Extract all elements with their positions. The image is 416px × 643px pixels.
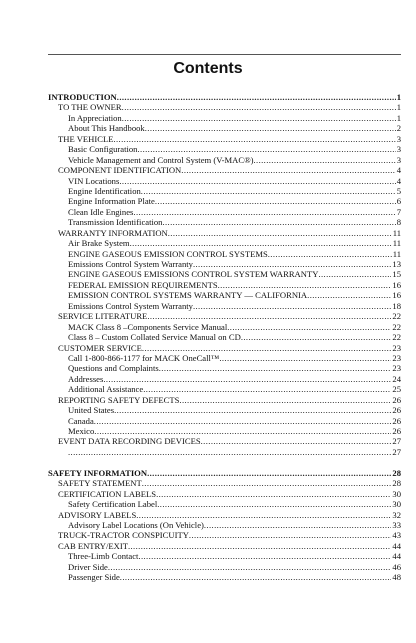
toc-entry-page-number: 1	[396, 112, 401, 123]
dot-leader	[156, 489, 391, 499]
dot-leader	[147, 311, 391, 321]
toc-entry[interactable]	[48, 562, 401, 572]
toc-entry[interactable]	[48, 510, 401, 520]
toc-entry[interactable]	[48, 332, 401, 342]
dot-leader	[138, 551, 391, 561]
toc-entry-label: Emissions Control System Warranty	[68, 300, 193, 311]
toc-entry[interactable]	[48, 478, 401, 488]
toc-entry[interactable]	[48, 92, 401, 102]
toc-entry-label: CAB ENTRY/EXIT	[58, 540, 128, 551]
dot-leader	[201, 436, 392, 446]
toc-entry-page-number: 43	[392, 530, 401, 541]
toc-entry[interactable]	[48, 384, 401, 394]
toc-entry-label: TRUCK-TRACTOR CONSPICUITY	[58, 530, 189, 541]
toc-entry-label: Passenger Side	[68, 572, 120, 583]
toc-entry[interactable]	[48, 176, 401, 186]
dot-leader	[119, 176, 395, 186]
toc-entry-label: CUSTOMER SERVICE	[58, 342, 142, 353]
toc-entry-page-number: 4	[396, 175, 401, 186]
toc-entry-label: TO THE OWNER	[58, 102, 122, 113]
toc-entry[interactable]	[48, 551, 401, 561]
dot-leader	[168, 228, 392, 238]
toc-entry-page-number: 11	[392, 227, 401, 238]
toc-entry[interactable]	[48, 280, 401, 290]
dot-leader	[94, 426, 391, 436]
dot-leader	[133, 207, 395, 217]
toc-entry-label: Vehicle Management and Control System (V-MAC®)	[68, 154, 254, 165]
toc-entry-page-number: 22	[392, 311, 401, 322]
toc-entry-page-number: 11	[392, 248, 401, 259]
dot-leader	[122, 113, 396, 123]
toc-entry-label: ADVISORY LABELS	[58, 509, 137, 520]
toc-entry[interactable]	[48, 363, 401, 373]
toc-entry-page-number: 23	[392, 342, 401, 353]
dot-leader	[145, 123, 396, 133]
toc-entry-page-number: 44	[392, 551, 401, 562]
dot-leader	[253, 155, 395, 165]
toc-entry[interactable]	[48, 374, 401, 384]
toc-entry[interactable]	[48, 447, 401, 457]
toc-entry-label: REPORTING SAFETY DEFECTS	[58, 394, 180, 405]
dot-leader	[103, 374, 391, 384]
dot-leader	[142, 343, 391, 353]
toc-entry[interactable]	[48, 238, 401, 248]
toc-entry-label: Air Brake System	[68, 238, 130, 249]
toc-entry-label: Mexico	[68, 426, 95, 436]
toc-entry[interactable]	[48, 196, 401, 206]
toc-entry-label: Clean Idle Engines	[68, 206, 134, 217]
toc-entry-page-number: 26	[392, 426, 401, 436]
dot-leader	[318, 269, 391, 279]
dot-leader	[204, 520, 392, 530]
toc-entry-page-number: 22	[392, 332, 401, 343]
toc-entry-page-number: 7	[396, 206, 401, 217]
toc-entry-page-number: 27	[392, 436, 401, 447]
toc-entry-page-number: 1	[396, 92, 401, 102]
toc-entry-page-number: 2	[396, 123, 401, 134]
dot-leader	[219, 353, 391, 363]
toc-entry-label: THE VEHICLE	[58, 133, 114, 144]
toc-entry-page-number: 24	[392, 373, 401, 384]
toc-entry[interactable]	[48, 405, 401, 415]
toc-entry-page-number: 32	[392, 509, 401, 520]
toc-entry[interactable]	[48, 416, 401, 426]
toc-entry-label: Class 8 – Custom Collated Service Manual on CD	[68, 332, 241, 343]
toc-entry-page-number: 3	[396, 154, 401, 165]
toc-entry-label: FEDERAL EMISSION REQUIREMENTS	[68, 279, 218, 290]
toc-entry[interactable]	[48, 541, 401, 551]
toc-entry[interactable]	[48, 426, 401, 436]
toc-entry-label: Questions and Complaints	[68, 363, 159, 374]
toc-entry[interactable]	[48, 186, 401, 196]
dot-leader	[307, 290, 391, 300]
toc-entry-page-number: 48	[392, 572, 401, 583]
dot-leader	[68, 447, 391, 457]
toc-entry[interactable]	[48, 572, 401, 582]
toc-entry-label: Advisory Label Locations (On Vehicle)	[68, 519, 204, 530]
toc-entry-page-number: 11	[392, 238, 401, 249]
dot-leader	[94, 416, 392, 426]
toc-entry-page-number: 22	[392, 321, 401, 332]
dot-leader	[193, 259, 391, 269]
toc-entry[interactable]	[48, 343, 401, 353]
toc-entry-label: ENGINE GASEOUS EMISSION CONTROL SYSTEMS	[68, 248, 268, 259]
dot-leader	[218, 280, 392, 290]
dot-leader	[143, 384, 391, 394]
toc-entry-label: In Appreciation	[68, 112, 122, 123]
toc-entry[interactable]	[48, 123, 401, 133]
toc-entry[interactable]	[48, 228, 401, 238]
dot-leader	[142, 478, 392, 488]
dot-leader	[159, 363, 392, 373]
toc-entry-label: INTRODUCTION	[48, 92, 117, 102]
toc-entry-page-number: 3	[396, 133, 401, 144]
toc-entry[interactable]	[48, 468, 401, 478]
toc-entry[interactable]	[48, 144, 401, 154]
toc-entry[interactable]	[48, 520, 401, 530]
toc-entry[interactable]	[48, 395, 401, 405]
toc-entry-page-number: 30	[392, 499, 401, 510]
toc-entry-label: WARRANTY INFORMATION	[58, 227, 168, 238]
dot-leader	[162, 217, 395, 227]
dot-leader	[141, 186, 396, 196]
toc-entry-page-number: 26	[392, 394, 401, 405]
toc-entry-page-number: 1	[396, 102, 401, 113]
toc-entry[interactable]	[48, 155, 401, 165]
toc-entry[interactable]	[48, 301, 401, 311]
toc-entry[interactable]	[48, 207, 401, 217]
toc-entry[interactable]	[48, 322, 401, 332]
toc-entry-page-number: 16	[392, 290, 401, 301]
toc-entry-page-number: 3	[396, 144, 401, 155]
toc-entry-label: Safety Certification Label	[68, 499, 158, 510]
toc-entry-page-number: 44	[392, 540, 401, 551]
dot-leader	[114, 405, 391, 415]
toc-entry-page-number: 33	[392, 519, 401, 530]
toc-entry-page-number: 8	[396, 217, 401, 228]
toc-entry-label: EMISSION CONTROL SYSTEMS WARRANTY — CALIFORNIA	[68, 290, 308, 301]
dot-leader	[113, 134, 395, 144]
dot-leader	[137, 144, 395, 154]
toc-entry-label: About This Handbook	[68, 123, 145, 134]
dot-leader	[130, 238, 392, 248]
toc-entry-page-number: 5	[396, 185, 401, 196]
toc-entry-page-number: 26	[392, 405, 401, 416]
dot-leader	[193, 301, 391, 311]
toc-entry-page-number: 13	[392, 259, 401, 269]
toc-entry-label: VIN Locations	[68, 175, 120, 186]
toc-entry-page-number: 30	[392, 488, 401, 499]
toc-entry-page-number: 15	[392, 269, 401, 280]
toc-entry-label: Emissions Control System Warranty	[68, 259, 193, 269]
table-of-contents	[48, 92, 401, 583]
dot-leader	[155, 196, 396, 206]
toc-entry-page-number: 28	[392, 478, 401, 489]
toc-entry-label: Basic Configuration	[68, 144, 138, 155]
dot-leader	[241, 332, 392, 342]
toc-entry[interactable]	[48, 311, 401, 321]
toc-entry-page-number: 18	[392, 300, 401, 311]
toc-entry[interactable]	[48, 489, 401, 499]
dot-leader	[181, 165, 395, 175]
toc-entry[interactable]	[48, 113, 401, 123]
toc-entry-label: EVENT DATA RECORDING DEVICES	[58, 436, 201, 447]
dot-leader	[227, 322, 391, 332]
dot-leader	[108, 562, 392, 572]
toc-entry[interactable]	[48, 134, 401, 144]
dot-leader	[117, 92, 396, 102]
toc-entry-label: United States	[68, 405, 115, 416]
toc-entry-page-number: 27	[392, 446, 401, 457]
toc-entry-label: Engine Information Plate	[68, 196, 155, 207]
toc-entry-label: Transmission Identification	[68, 217, 163, 228]
dot-leader	[179, 395, 391, 405]
toc-entry-page-number: 28	[392, 467, 401, 478]
toc-entry-page-number: 46	[392, 561, 401, 572]
toc-entry-label: Canada	[68, 415, 94, 426]
toc-entry[interactable]	[48, 217, 401, 227]
toc-entry-label: ENGINE GASEOUS EMISSIONS CONTROL SYSTEM WARRANTY	[68, 269, 319, 280]
toc-entry-label: Engine Identification	[68, 185, 141, 196]
toc-entry[interactable]	[48, 499, 401, 509]
toc-entry[interactable]	[48, 530, 401, 540]
dot-leader	[122, 102, 396, 112]
dot-leader	[147, 468, 391, 478]
dot-leader	[136, 510, 391, 520]
page-title: Contents	[173, 60, 243, 77]
toc-entry-page-number: 6	[396, 196, 401, 207]
dot-leader	[157, 499, 391, 509]
toc-entry-page-number: 4	[396, 165, 401, 176]
header-rule	[48, 54, 401, 55]
toc-entry[interactable]	[48, 165, 401, 175]
toc-entry[interactable]	[48, 102, 401, 112]
toc-entry-label: Addresses	[68, 373, 104, 384]
toc-entry-label: SAFETY INFORMATION	[48, 467, 148, 478]
toc-entry-page-number: 16	[392, 279, 401, 290]
toc-entry[interactable]	[48, 259, 401, 269]
dot-leader	[268, 249, 392, 259]
toc-entry-label: Driver Side	[68, 561, 108, 572]
toc-entry[interactable]	[48, 269, 401, 279]
toc-entry-label: MACK Class 8 –Components Service Manual	[68, 321, 228, 332]
dot-leader	[128, 541, 391, 551]
toc-entry-label: Three-Limb Contact	[68, 551, 139, 562]
toc-entry-page-number: 26	[392, 415, 401, 426]
toc-entry-label: Additional Assistance	[68, 384, 144, 395]
section-spacer	[48, 457, 401, 467]
toc-entry[interactable]	[48, 436, 401, 446]
toc-entry-label: SERVICE LITERATURE	[58, 311, 148, 322]
toc-entry-label: COMPONENT IDENTIFICATION	[58, 165, 182, 176]
toc-entry-label: Call 1-800-866-1177 for MACK OneCall™	[68, 352, 220, 363]
dot-leader	[120, 572, 392, 582]
toc-entry-label: SAFETY STATEMENT	[58, 478, 142, 489]
toc-entry-label: CERTIFICATION LABELS	[58, 488, 157, 499]
dot-leader	[189, 530, 391, 540]
toc-entry-page-number: 23	[392, 363, 401, 374]
toc-entry[interactable]	[48, 353, 401, 363]
toc-entry-page-number: 23	[392, 352, 401, 363]
toc-entry-page-number: 25	[392, 384, 401, 395]
toc-entry[interactable]	[48, 290, 401, 300]
toc-entry[interactable]	[48, 249, 401, 259]
